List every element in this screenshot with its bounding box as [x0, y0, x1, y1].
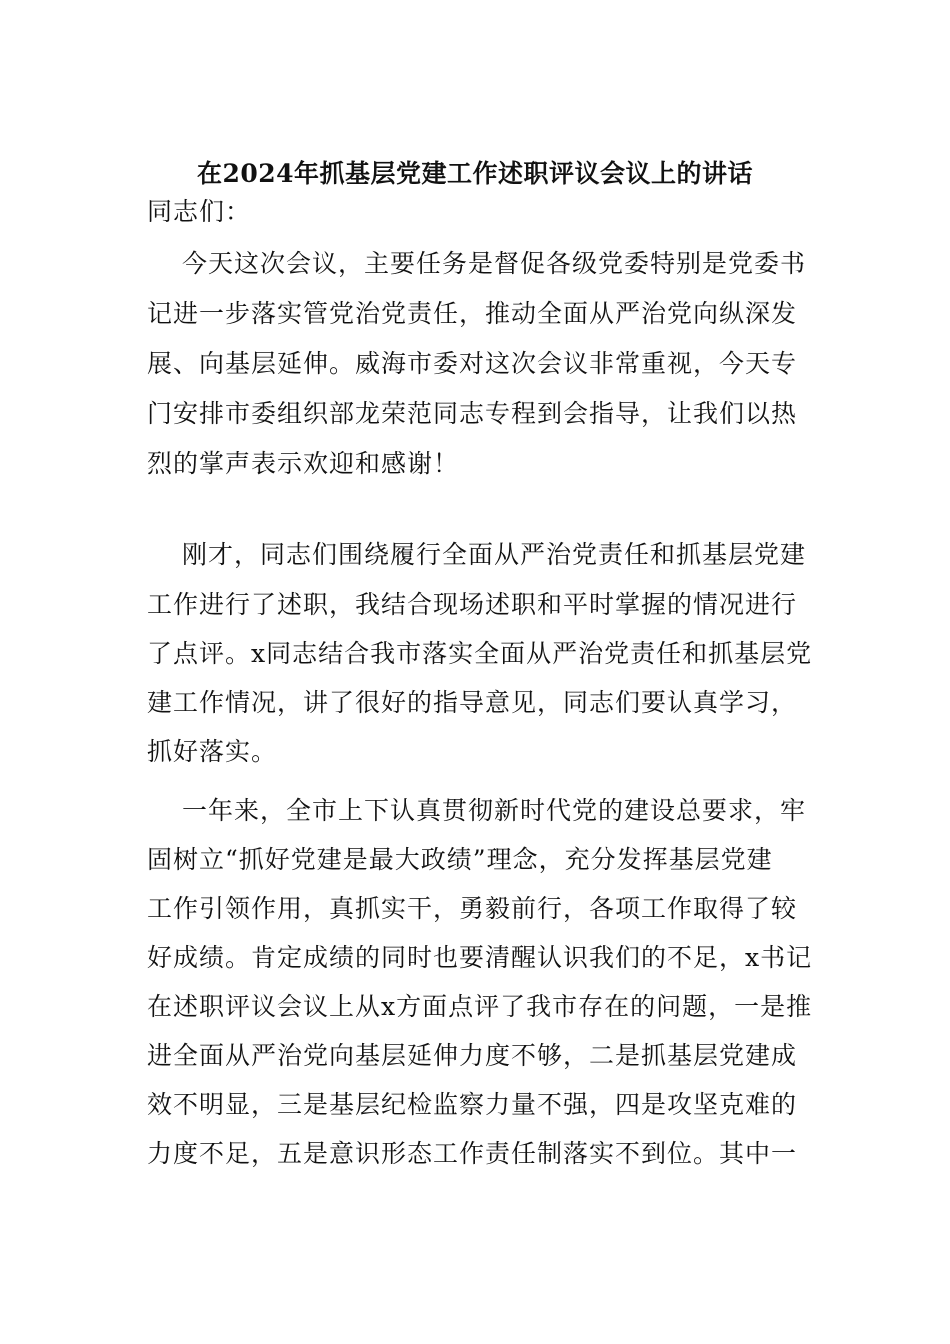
paragraph-line: 好成绩。肯定成绩的同时也要清醒认识我们的不足，x书记 — [147, 943, 813, 972]
paragraph-line: 今天这次会议，主要任务是督促各级党委特别是党委书 — [182, 249, 807, 278]
paragraph-line: 一年来，全市上下认真贯彻新时代党的建设总要求，牢 — [182, 796, 807, 825]
paragraph-line: 效不明显，三是基层纪检监察力量不强，四是攻坚克难的 — [147, 1090, 798, 1119]
paragraph-line: 建工作情况，讲了很好的指导意见，同志们要认真学习， — [147, 688, 798, 717]
paragraph-line: 在述职评议会议上从x方面点评了我市存在的问题，一是推 — [147, 992, 813, 1021]
paragraph-line: 门安排市委组织部龙荣范同志专程到会指导，让我们以热 — [147, 399, 798, 428]
document-title: 在2024年抓基层党建工作述职评议会议上的讲话 — [196, 159, 754, 188]
paragraph-line: 力度不足，五是意识形态工作责任制落实不到位。其中一 — [147, 1139, 798, 1168]
paragraph-line: 了点评。x同志结合我市落实全面从严治党责任和抓基层党 — [147, 639, 813, 668]
salutation: 同志们： — [147, 197, 252, 226]
paragraph-line: 展、向基层延伸。威海市委对这次会议非常重视，今天专 — [147, 349, 798, 378]
paragraph-line: 抓好落实。 — [147, 737, 278, 766]
paragraph-line: 刚才，同志们围绕履行全面从严治党责任和抓基层党建 — [182, 540, 807, 569]
paragraph-line: 进全面从严治党向基层延伸力度不够，二是抓基层党建成 — [147, 1041, 798, 1070]
paragraph-line: 工作进行了述职，我结合现场述职和平时掌握的情况进行 — [147, 590, 798, 619]
paragraph-line: 记进一步落实管党治党责任，推动全面从严治党向纵深发 — [147, 299, 798, 328]
paragraph-line: 工作引领作用，真抓实干，勇毅前行，各项工作取得了较 — [147, 894, 798, 923]
paragraph-line: 烈的掌声表示欢迎和感谢！ — [147, 449, 460, 478]
paragraph-line: 固树立“抓好党建是最大政绩”理念，充分发挥基层党建 — [147, 845, 773, 874]
